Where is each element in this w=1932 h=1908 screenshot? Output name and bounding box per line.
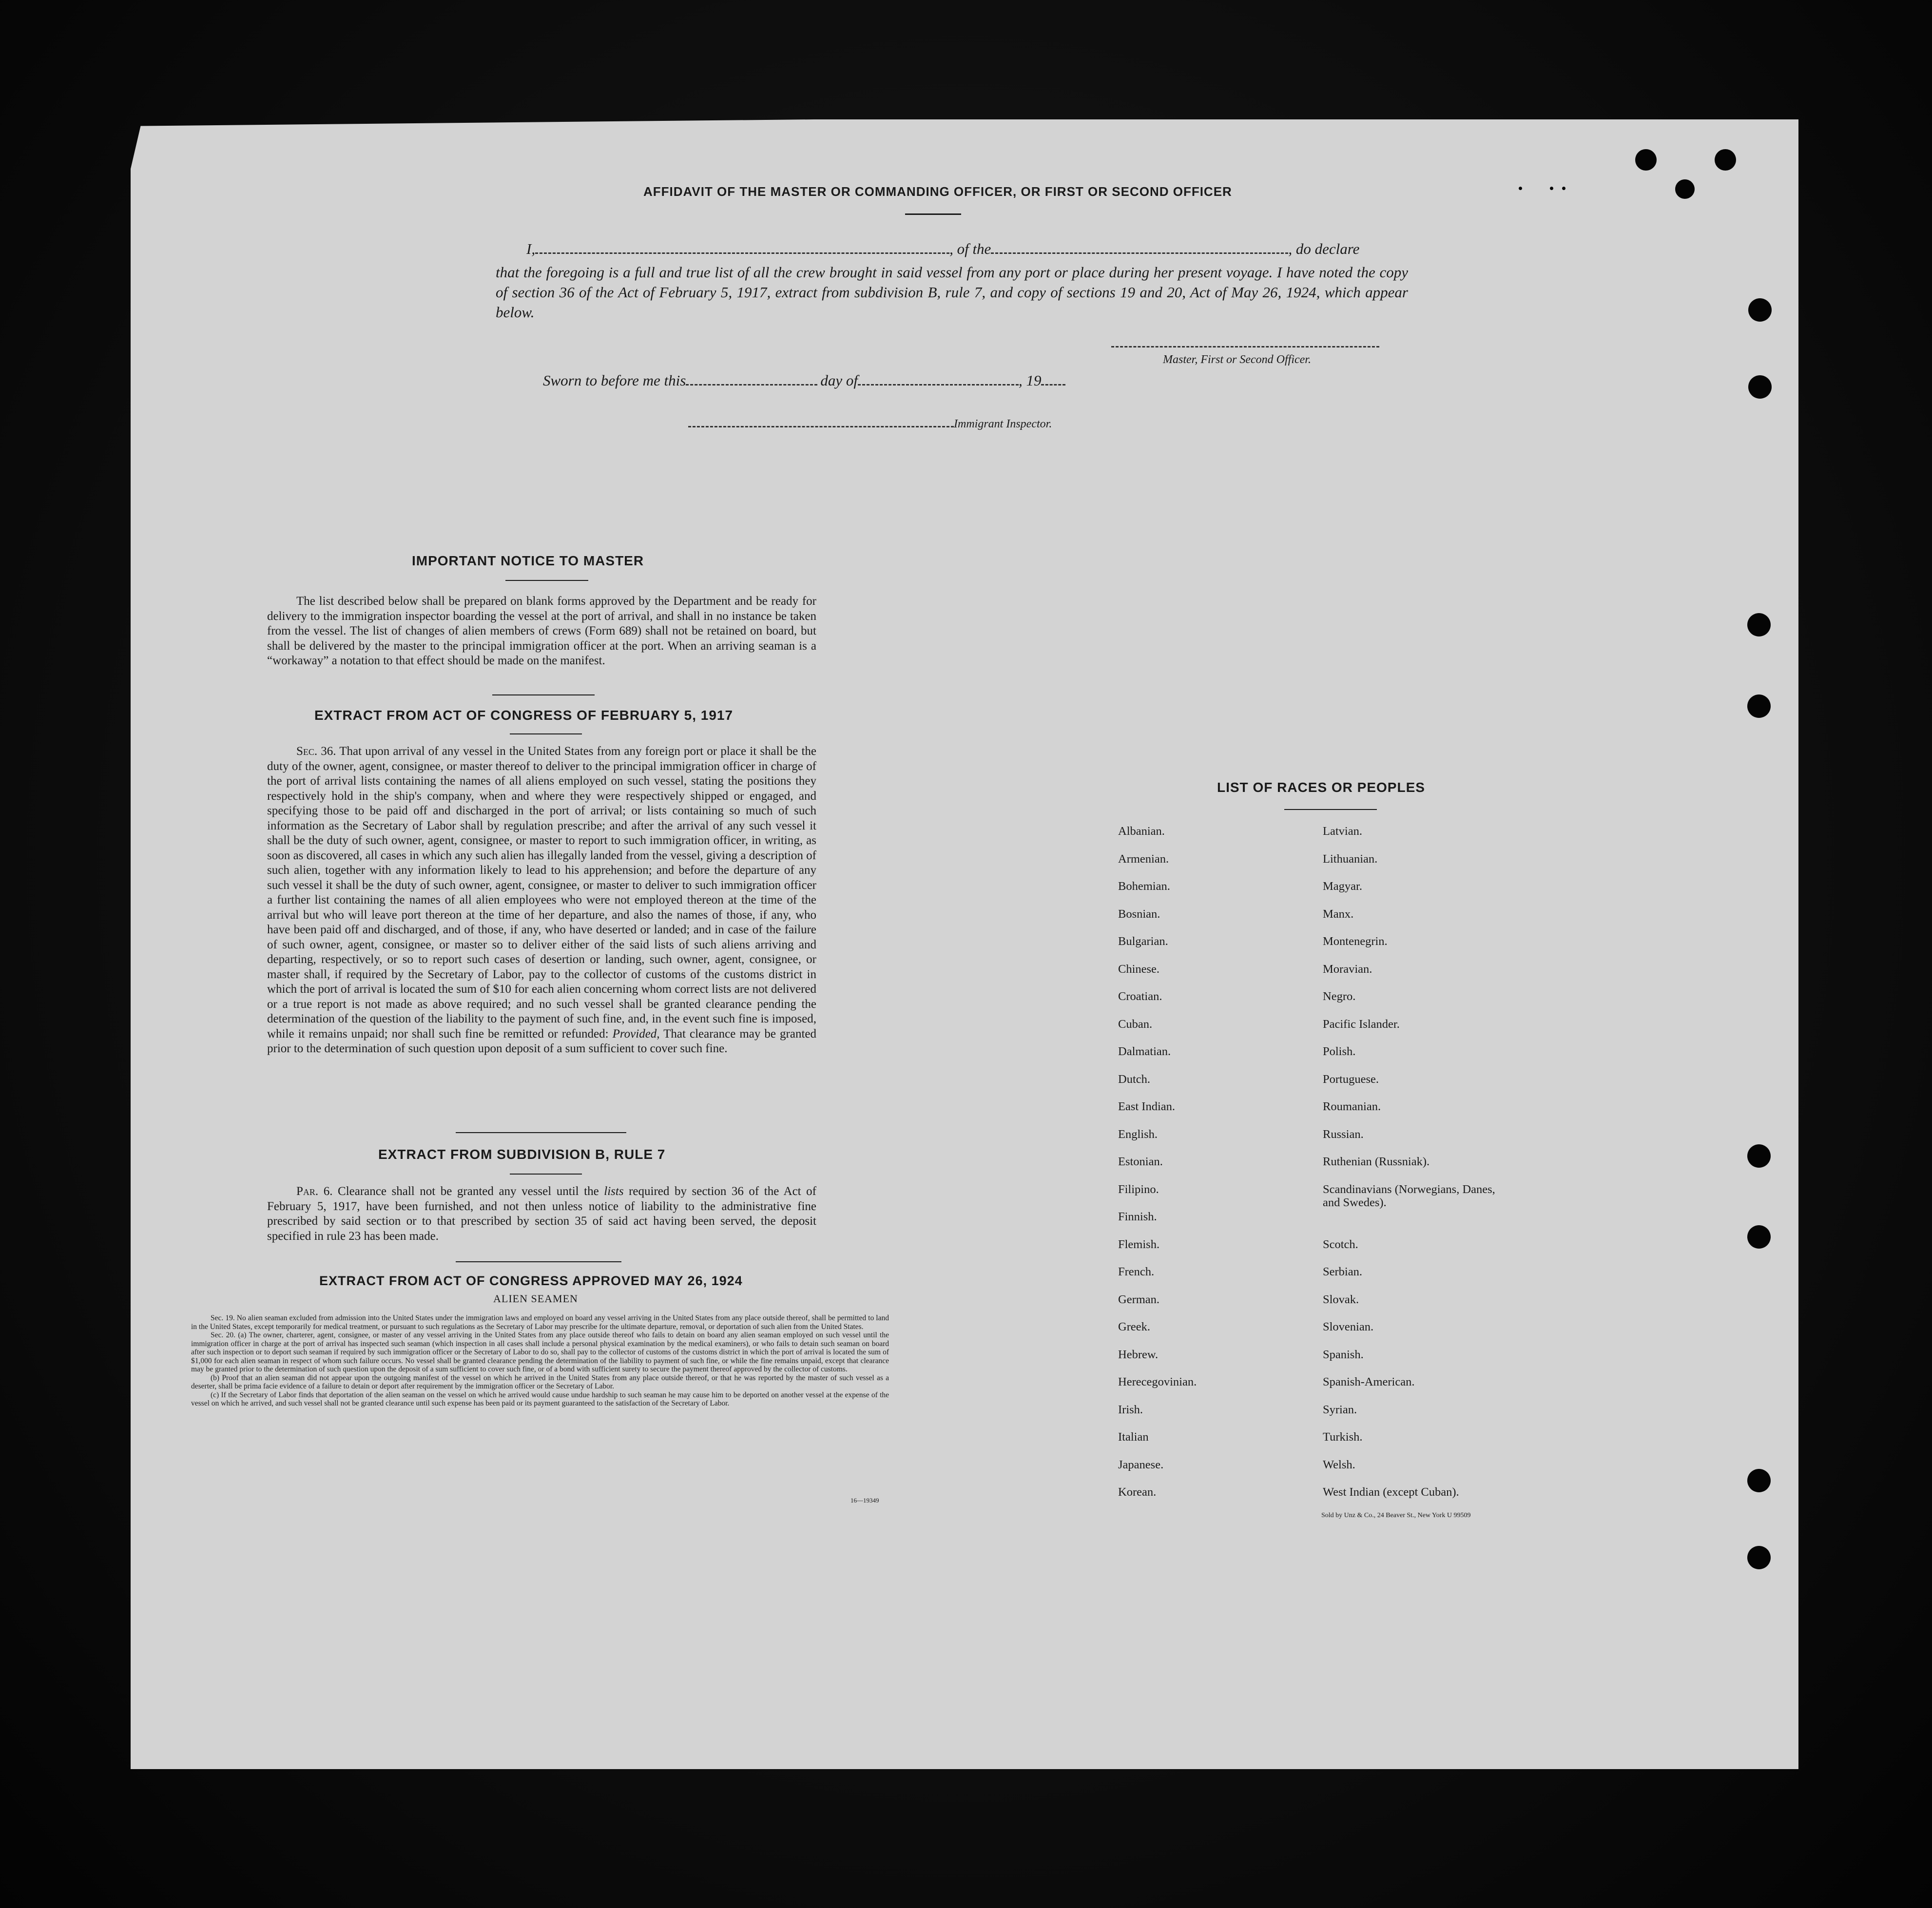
race-right: Ruthenian (Russniak). bbox=[1323, 1155, 1430, 1168]
sec-20b-paragraph: (b) Proof that an alien seaman did not appear upon the outgoing manifest of the vessel on which he arrived in the United States from any place outside thereof, or that he was reported by the master of such vessel as a deserter, shall be prima facie evidence of a failure to detain or deport after requirement by the immigration officer or the Secretary of Labor. bbox=[191, 1373, 889, 1390]
act-1917-title: EXTRACT FROM ACT OF CONGRESS OF FEBRUARY 5, 1917 bbox=[314, 708, 734, 723]
race-right: Negro. bbox=[1323, 990, 1356, 1003]
act-1924-title: EXTRACT FROM ACT OF CONGRESS APPROVED MAY 26, 1924 bbox=[319, 1273, 743, 1288]
race-row bbox=[1118, 1210, 1557, 1238]
rule-7-text-b: required by section 36 of the Act of February 5, 1917, have been furnished, and not then unless notice of liability to the administrative fine prescribed by said section or to that prescribed by section 35 of said act having been served, the deposit specified in rule 23 has been made. bbox=[267, 1185, 817, 1243]
race-left: Dalmatian. bbox=[1118, 1045, 1171, 1058]
race-row bbox=[1118, 907, 1557, 935]
affidavit-title: AFFIDAVIT OF THE MASTER OR COMMANDING OFFICER, OR FIRST OR SECOND OFFICER bbox=[643, 184, 1232, 199]
punch-hole bbox=[1747, 1144, 1771, 1168]
race-right: Turkish. bbox=[1323, 1430, 1363, 1444]
race-row bbox=[1118, 1375, 1557, 1403]
affidavit-title-underline bbox=[905, 213, 961, 215]
inspector-label: Immigrant Inspector. bbox=[954, 418, 1052, 430]
month-blank[interactable] bbox=[858, 380, 1019, 385]
race-right: Scandinavians (Norwegians, Danes, and Swedes). bbox=[1323, 1182, 1495, 1209]
race-right: Lithuanian. bbox=[1323, 852, 1378, 866]
race-row bbox=[1118, 1128, 1557, 1156]
section-36-text: That upon arrival of any vessel in the United States from any foreign port or place it shall be the duty of the owner, agent, consignee, or master thereof to deliver to the principal immigration officer in charge of the port of arrival lists containing the names of all aliens employed on such vessel, stating the positions they respectively hold in the ship's company, when and where they were respectively shipped or engaged, and specifying those to be paid off and discharged in the port of arrival; or lists containing so much of such information as the Secretary of Labor shall by regulation prescribe; and after the arrival of any such vessel it shall be the duty of such owner, agent, consignee, or master to report to such immigration officer, in writing, as soon as discovered, all cases in which any such alien has illegally landed from the vessel, giving a description of such alien, together with any information likely to lead to his apprehension; and before the departure of any such vessel it shall be the duty of such owner, agent, consignee, or master to deliver to such immigration officer a further list containing the names of all alien employees who were not employed thereon at the time of the arrival but who will leave port thereon at the time of her departure, and also the names of those, if any, who have been paid off and discharged, and of those, if any, who have deserted or landed; and in case of the failure of such owner, agent, consignee, or master so to deliver either of the said lists of such aliens arriving and departing, respectively, or so to report such cases of desertion or landing, such owner, agent, consignee, or master shall, if required by the Secretary of Labor, pay to the collector of customs of the customs district in which the port of arrival is located the sum of $10 for each alien concerning whom correct lists are not delivered or a true report is not made as above required; and no such vessel shall be granted clearance pending the determination of the question of the liability to the payment of such fine, and, in the event such fine is imposed, while it remains unpaid; nor shall such fine be remitted or refunded: bbox=[267, 745, 816, 1041]
race-row bbox=[1118, 1183, 1557, 1211]
race-right: Portuguese. bbox=[1323, 1072, 1379, 1086]
punch-hole bbox=[1715, 149, 1736, 171]
race-left: Armenian. bbox=[1118, 852, 1169, 866]
notice-title: IMPORTANT NOTICE TO MASTER bbox=[412, 553, 644, 568]
speck bbox=[1519, 187, 1522, 190]
race-left: Korean. bbox=[1118, 1485, 1157, 1499]
race-left: East Indian. bbox=[1118, 1100, 1176, 1113]
lists-word: lists bbox=[604, 1185, 624, 1198]
race-row bbox=[1118, 990, 1557, 1018]
race-row bbox=[1118, 825, 1557, 852]
section-divider bbox=[456, 1261, 621, 1262]
section-divider bbox=[456, 1132, 626, 1133]
race-row bbox=[1118, 852, 1557, 880]
race-left: Filipino. bbox=[1118, 1182, 1159, 1196]
race-left: Greek. bbox=[1118, 1320, 1150, 1333]
race-row bbox=[1118, 1073, 1557, 1100]
race-right: Pacific Islander. bbox=[1323, 1017, 1400, 1031]
sworn-line bbox=[543, 372, 1065, 389]
notice-title-underline bbox=[505, 580, 588, 581]
inspector-signature-blank[interactable] bbox=[688, 422, 954, 427]
notice-body-text: The list described below shall be prepared on blank forms approved by the Department and be ready for delivery to the immigration inspector boarding the vessel at the port of arrival, and shall in no instance be taken from the vessel. The list of changes of alien members of crews (Form 689) shall not be retained on board, but shall be delivered by the master to the principal immigration officer at the port. When an arriving seaman is a “workaway” a notation to that effect should be made on the manifest. bbox=[267, 595, 816, 667]
inspector-line bbox=[688, 418, 1052, 431]
race-right: Polish. bbox=[1323, 1045, 1356, 1058]
rule-7-text-a: Clearance shall not be granted any vessel until the bbox=[338, 1185, 599, 1198]
alien-seamen-subtitle: ALIEN SEAMEN bbox=[493, 1292, 578, 1305]
punch-hole bbox=[1747, 1469, 1771, 1492]
rule-7-title-underline bbox=[510, 1174, 582, 1175]
punch-hole bbox=[1635, 149, 1657, 171]
race-right: Moravian. bbox=[1323, 962, 1372, 976]
rule-7-title: EXTRACT FROM SUBDIVISION B, RULE 7 bbox=[378, 1147, 666, 1162]
races-title: LIST OF RACES OR PEOPLES bbox=[1217, 780, 1425, 795]
race-left: Bohemian. bbox=[1118, 880, 1170, 893]
race-left: Herecegovinian. bbox=[1118, 1375, 1197, 1388]
race-right: Welsh. bbox=[1323, 1458, 1355, 1471]
race-row bbox=[1118, 1293, 1557, 1321]
race-right: Montenegrin. bbox=[1323, 935, 1388, 948]
punch-hole bbox=[1747, 694, 1771, 718]
race-left: English. bbox=[1118, 1127, 1158, 1141]
race-row bbox=[1118, 1018, 1557, 1045]
race-left: Chinese. bbox=[1118, 962, 1160, 976]
day-blank[interactable] bbox=[686, 380, 817, 385]
punch-hole bbox=[1747, 1225, 1771, 1249]
declaration-of-the: , of the bbox=[949, 240, 991, 257]
punch-hole bbox=[1747, 613, 1771, 636]
provided-label: Provided, bbox=[612, 1027, 660, 1041]
race-row bbox=[1118, 963, 1557, 990]
name-blank[interactable] bbox=[535, 249, 949, 254]
race-left: Italian bbox=[1118, 1430, 1149, 1444]
punch-hole bbox=[1747, 1546, 1771, 1569]
race-left: German. bbox=[1118, 1292, 1160, 1306]
rule-7-body bbox=[267, 1184, 816, 1244]
race-right: Slovak. bbox=[1323, 1292, 1359, 1306]
sworn-before: Sworn to before me this bbox=[543, 372, 686, 389]
year-blank[interactable] bbox=[1041, 380, 1065, 385]
race-left: Japanese. bbox=[1118, 1458, 1164, 1471]
race-left: Albanian. bbox=[1118, 825, 1165, 838]
act-1917-body bbox=[267, 744, 816, 1057]
race-left: Cuban. bbox=[1118, 1017, 1153, 1031]
race-row bbox=[1118, 880, 1557, 907]
sworn-year: , 19 bbox=[1018, 372, 1042, 389]
race-right: Spanish-American. bbox=[1323, 1375, 1415, 1388]
race-right: Slovenian. bbox=[1323, 1320, 1374, 1333]
race-row bbox=[1118, 1320, 1557, 1348]
race-right: Russian. bbox=[1323, 1127, 1364, 1141]
declaration-body: that the foregoing is a full and true list of all the crew brought in said vessel from any port or place during her present voyage. I have noted the copy of section 36 of the Act of February 5, 1917, extract from subdivision B, rule 7, and copy of sections 19 and 20, Act of May 26, 1924, which appear below. bbox=[496, 264, 1408, 321]
punch-hole bbox=[1748, 375, 1772, 399]
race-row bbox=[1118, 1265, 1557, 1293]
races-list bbox=[1118, 825, 1557, 1513]
notice-body bbox=[267, 594, 816, 669]
races-title-underline bbox=[1284, 809, 1377, 810]
sec-19-paragraph: Sec. 19. No alien seaman excluded from admission into the United States under the immigration laws and employed on board any vessel arriving in the United States from any place outside thereof, shall be permitted to land in the United States, except temporarily for medical treatment, or pursuant to such regulations as the Secretary of Labor may prescribe for the ultimate departure, removal, or deportation of such alien from the United States. bbox=[191, 1314, 889, 1331]
act-1917-title-underline bbox=[510, 733, 582, 734]
race-right: Spanish. bbox=[1323, 1348, 1364, 1361]
punch-hole bbox=[1748, 298, 1772, 322]
speck bbox=[1550, 187, 1553, 190]
declaration-line bbox=[526, 240, 1359, 258]
declaration-do-declare: , do declare bbox=[1288, 240, 1360, 257]
printer-imprint: Sold by Unz & Co., 24 Beaver St., New York U 99509 bbox=[1321, 1512, 1471, 1519]
punch-hole bbox=[1675, 179, 1695, 199]
section-36-label: Sec. 36. bbox=[296, 745, 336, 758]
race-left: Dutch. bbox=[1118, 1072, 1150, 1086]
sworn-day-of: day of bbox=[820, 372, 858, 389]
race-row bbox=[1118, 1485, 1557, 1513]
master-signature-label: Master, First or Second Officer. bbox=[1163, 353, 1311, 366]
race-row bbox=[1118, 1155, 1557, 1183]
race-right: West Indian (except Cuban). bbox=[1323, 1485, 1459, 1499]
form-number: 16—19349 bbox=[850, 1497, 879, 1504]
sec-20c-paragraph: (c) If the Secretary of Labor finds that deportation of the alien seaman on the vessel on which he arrived would cause undue hardship to such seaman he may cause him to be deported on another vessel at the expense of the vessel on which he arrived, and such vessel shall not be granted clearance until such expense has been paid or its payment guaranteed to the satisfaction of the Secretary of Labor. bbox=[191, 1390, 889, 1407]
race-row bbox=[1118, 1403, 1557, 1431]
race-left: French. bbox=[1118, 1265, 1155, 1278]
race-row bbox=[1118, 935, 1557, 963]
sec-20a-paragraph: Sec. 20. (a) The owner, charterer, agent, consignee, or master of any vessel arriving in the United States from any place outside thereof who fails to detain on board any alien seaman employed on such vessel until the immigration officer in charge at the port of arrival has inspected such seaman (which inspection in all cases shall include a personal physical examination by the medical examiners), or who fails to detain such seaman on board after such inspection or to deport such seaman if required by such immigration officer or the Secretary of Labor to do so, shall pay to the collector of customs of the customs district in which the port of arrival is located the sum of $1,000 for each alien seaman in respect of whom such failure occurs. No vessel shall be granted clearance pending the determination of the liability to payment of such fine, or while the fine remains unpaid, except that clearance may be granted prior to the determination of such question upon the deposit of a sum sufficient to cover such fine, or of a bond with sufficient surety to secure the payment thereof approved by the collector of customs. bbox=[191, 1331, 889, 1373]
race-left: Hebrew. bbox=[1118, 1348, 1159, 1361]
section-divider bbox=[492, 694, 595, 695]
race-right: Magyar. bbox=[1323, 880, 1362, 893]
race-left: Flemish. bbox=[1118, 1237, 1160, 1251]
race-left: Irish. bbox=[1118, 1403, 1143, 1416]
race-row bbox=[1118, 1100, 1557, 1128]
race-right: Serbian. bbox=[1323, 1265, 1362, 1278]
vessel-blank[interactable] bbox=[991, 249, 1288, 254]
act-1924-body bbox=[191, 1314, 889, 1408]
race-left: Croatian. bbox=[1118, 990, 1162, 1003]
declaration-i: I, bbox=[526, 240, 536, 257]
race-right: Syrian. bbox=[1323, 1403, 1357, 1416]
race-right: Scotch. bbox=[1323, 1237, 1358, 1251]
race-row bbox=[1118, 1238, 1557, 1266]
race-right: Latvian. bbox=[1323, 825, 1362, 838]
race-left: Bosnian. bbox=[1118, 907, 1160, 921]
race-row bbox=[1118, 1430, 1557, 1458]
race-row bbox=[1118, 1045, 1557, 1073]
race-row bbox=[1118, 1458, 1557, 1486]
race-right: Manx. bbox=[1323, 907, 1354, 921]
race-left: Finnish. bbox=[1118, 1210, 1157, 1223]
race-left: Estonian. bbox=[1118, 1155, 1163, 1168]
master-signature-line[interactable] bbox=[1111, 346, 1379, 347]
race-row bbox=[1118, 1348, 1557, 1376]
race-left: Bulgarian. bbox=[1118, 935, 1168, 948]
paragraph-6-label: Par. 6. bbox=[296, 1185, 333, 1198]
race-right: Roumanian. bbox=[1323, 1100, 1381, 1113]
speck bbox=[1562, 187, 1565, 190]
section-36-text-end: That clearance may be granted prior to the determination of such question upon deposit of a sum sufficient to cover such fine. bbox=[267, 1027, 816, 1055]
